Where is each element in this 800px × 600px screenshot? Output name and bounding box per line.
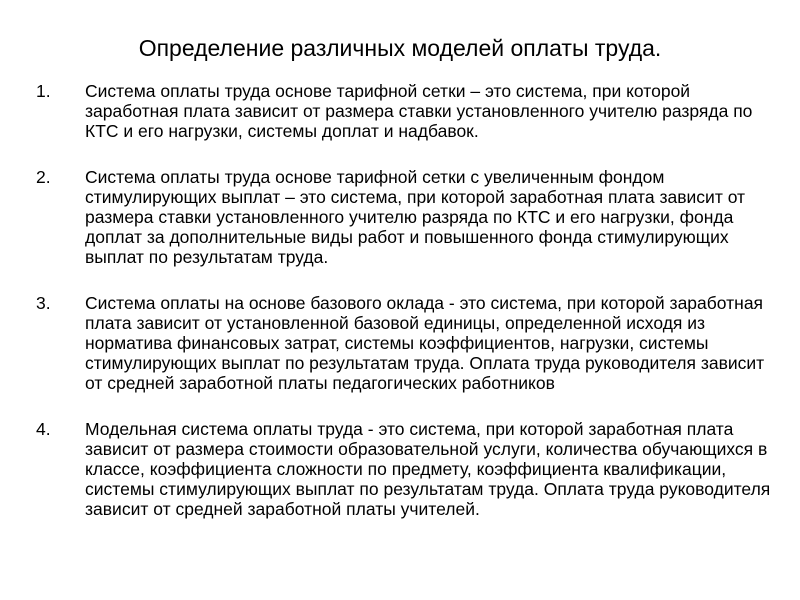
list-item [34,167,774,267]
list-item-text: Модельная система оплаты труда - это система, при которой заработная плата зависит от размера стоимости образовательной услуги, количества обучающихся в классе, коэффициента сложности по предмету, коэффициента квалификации, системы стимулирующих выплат по результатам труда. Оплата труда руководителя зависит от средней заработной платы учителей. [85,419,771,519]
list-item-text: Система оплаты на основе базового оклада - это система, при которой заработная плата зависит от установленной базовой единицы, определенной исходя из норматива финансовых затрат, системы коэффициентов, нагрузки, системы стимулирующих выплат по результатам труда. Оплата труда руководителя зависит от средней заработной платы педагогических работников [85,293,765,393]
list-item-number: 4. [36,419,51,439]
list-item-number: 1. [36,81,51,101]
list-item-number: 2. [36,167,51,187]
definitions-list [34,81,774,545]
list-item [34,293,774,393]
list-item-text: Система оплаты труда основе тарифной сетки с увеличенным фондом стимулирующих выплат – это система, при которой заработная плата зависит от размера ставки установленного учителю разряда по КТС и его нагрузки, фонда доплат за дополнительные виды работ и повышенного фонда стимулирующих выплат по результатам труда. [85,167,746,267]
list-item-text: Система оплаты труда основе тарифной сетки – это система, при которой заработная плата зависит от размера ставки установленного учителю разряда по КТС и его нагрузки, системы доплат и надбавок. [85,81,753,141]
list-item [34,81,774,141]
list-item-number: 3. [36,293,51,313]
list-item [34,419,774,519]
slide-title: Определение различных моделей оплаты труда. [138,35,662,61]
